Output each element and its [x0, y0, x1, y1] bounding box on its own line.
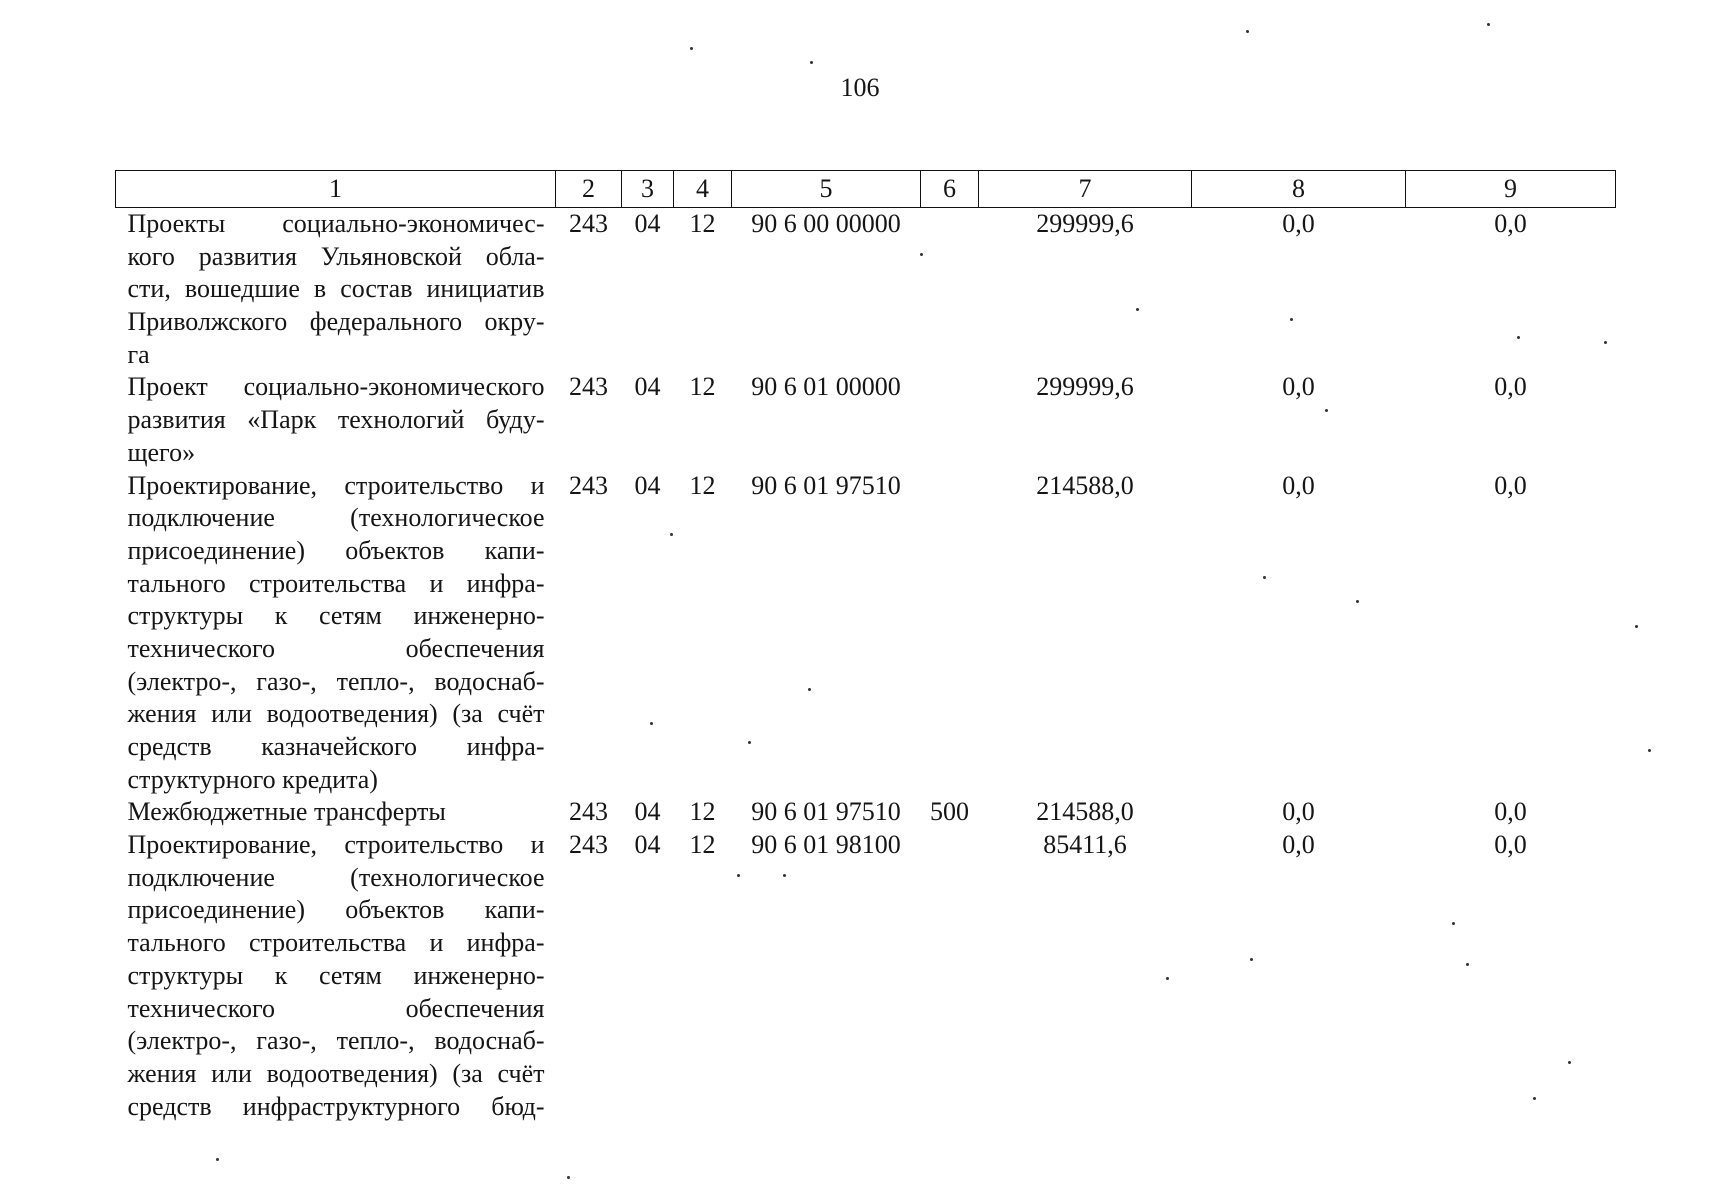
- column-header-3: 3: [622, 171, 674, 208]
- table-row: [116, 208, 1616, 372]
- col-6-cell: [921, 470, 979, 797]
- scan-speck: [808, 688, 811, 691]
- col-8-cell: 0,0: [1282, 470, 1315, 500]
- scan-speck: [1263, 576, 1266, 579]
- scan-speck: [748, 741, 751, 744]
- col-7-cell: 299999,6: [1036, 209, 1134, 238]
- col-2-cell: 243: [569, 372, 608, 402]
- scan-speck: [1648, 749, 1651, 752]
- row-title-line: жения или водоотведения) (за счёт: [127, 1058, 545, 1088]
- header-row: [116, 171, 1616, 208]
- col-5-cell: 90 6 00 00000: [751, 209, 901, 238]
- column-header-8: 8: [1192, 171, 1406, 208]
- row-title-line: Межбюджетные трансферты: [127, 797, 446, 827]
- column-header-9: 9: [1406, 171, 1616, 208]
- budget-table: [115, 170, 1616, 1123]
- col-4-cell: 12: [689, 470, 716, 500]
- scan-speck: [1325, 409, 1328, 412]
- table-row: [116, 470, 1616, 797]
- table-row: [116, 829, 1616, 1123]
- col-1-cell: [116, 829, 556, 1123]
- row-title: [128, 371, 545, 469]
- row-title-line: (электро-, газо-, тепло-, водоснаб-: [127, 666, 545, 696]
- col-4-cell: 12: [689, 797, 716, 827]
- scan-speck: [1635, 625, 1638, 628]
- row-title-line: развития «Парк технологий буду-: [127, 405, 545, 435]
- table-row: [116, 371, 1616, 469]
- col-9-cell: 0,0: [1494, 372, 1527, 402]
- col-4-cell: 12: [689, 372, 716, 402]
- col-6-cell: [921, 371, 979, 469]
- col-6-cell: [921, 208, 979, 372]
- row-title-line: структуры к сетям инженерно-: [127, 960, 545, 990]
- col-2-cell: 243: [569, 830, 608, 860]
- col-3-cell: 04: [634, 209, 661, 238]
- col-3-cell: 04: [634, 797, 661, 827]
- row-title-line: сти, вошедшие в состав инициатив: [127, 274, 545, 304]
- row-title-line: Проектирование, строительство и: [127, 470, 545, 500]
- col-2-cell: 243: [569, 209, 608, 238]
- scan-speck: [1604, 341, 1607, 344]
- scan-speck: [216, 1158, 219, 1161]
- col-7-cell: 85411,6: [1043, 830, 1127, 860]
- scan-speck: [920, 253, 923, 256]
- row-title-line: га: [127, 339, 150, 369]
- row-title-line: технического обеспечения: [127, 993, 545, 1023]
- scan-speck: [690, 47, 693, 50]
- col-8-cell: 0,0: [1282, 372, 1315, 402]
- col-1-cell: [116, 371, 556, 469]
- scan-speck: [1290, 318, 1293, 321]
- col-3-cell: 04: [634, 372, 661, 402]
- col-5-cell: 90 6 01 97510: [751, 470, 901, 500]
- row-title-line: Проектирование, строительство и: [127, 830, 545, 860]
- col-8-cell: 0,0: [1282, 797, 1315, 827]
- column-header-7: 7: [979, 171, 1192, 208]
- col-3-cell: 04: [634, 830, 661, 860]
- row-title-line: Проекты социально-экономичес-: [127, 209, 545, 238]
- scan-speck: [567, 1176, 570, 1179]
- scan-speck: [1356, 600, 1359, 603]
- scan-speck: [1487, 23, 1490, 26]
- table-row: [116, 796, 1616, 829]
- col-4-cell: 12: [689, 830, 716, 860]
- scan-speck: [1533, 1097, 1536, 1100]
- col-1-cell: [116, 796, 556, 829]
- row-title-line: кого развития Ульяновской обла-: [127, 241, 545, 271]
- row-title-line: технического обеспечения: [127, 633, 545, 663]
- row-title-line: присоединение) объектов капи-: [127, 895, 545, 925]
- row-title-line: подключение (технологическое: [127, 503, 545, 533]
- col-7-cell: 299999,6: [1036, 372, 1134, 402]
- row-title-line: средств инфраструктурного бюд-: [127, 1091, 545, 1121]
- col-9-cell: 0,0: [1494, 797, 1527, 827]
- col-5-cell: 90 6 01 98100: [751, 830, 901, 860]
- scan-speck: [1136, 308, 1139, 311]
- col-8-cell: 0,0: [1282, 830, 1315, 860]
- scan-speck: [783, 874, 786, 877]
- row-title-line: структуры к сетям инженерно-: [127, 601, 545, 631]
- col-9-cell: 0,0: [1494, 470, 1527, 500]
- scan-speck: [1246, 30, 1249, 33]
- scan-speck: [670, 533, 673, 536]
- column-header-4: 4: [674, 171, 732, 208]
- row-title-line: структурного кредита): [127, 764, 378, 794]
- row-title-line: (электро-, газо-, тепло-, водоснаб-: [127, 1026, 545, 1056]
- col-5-cell: 90 6 01 00000: [751, 372, 901, 402]
- row-title-line: присоединение) объектов капи-: [127, 535, 545, 565]
- column-header-6: 6: [921, 171, 979, 208]
- scan-speck: [1466, 963, 1469, 966]
- col-7-cell: 214588,0: [1036, 470, 1134, 500]
- scan-speck: [1250, 958, 1253, 961]
- col-4-cell: 12: [689, 209, 716, 238]
- col-7-cell: 214588,0: [1036, 797, 1134, 827]
- row-title-line: жения или водоотведения) (за счёт: [127, 699, 545, 729]
- col-9-cell: 0,0: [1494, 209, 1527, 238]
- col-3-cell: 04: [634, 470, 661, 500]
- row-title-line: подключение (технологическое: [127, 862, 545, 892]
- col-2-cell: 243: [569, 470, 608, 500]
- col-1-cell: [116, 208, 556, 372]
- scan-speck: [1517, 336, 1520, 339]
- col-2-cell: 243: [569, 797, 608, 827]
- row-title-line: средств казначейского инфра-: [127, 732, 545, 761]
- scan-speck: [737, 874, 740, 877]
- scan-speck: [1166, 977, 1169, 980]
- scan-speck: [1452, 922, 1455, 925]
- row-title: [128, 470, 545, 797]
- table-body: [116, 208, 1616, 1124]
- table-header: [116, 171, 1616, 208]
- row-title-line: тального строительства и инфра-: [127, 928, 545, 958]
- col-9-cell: 0,0: [1494, 830, 1527, 860]
- row-title: [128, 829, 545, 1123]
- scan-speck: [1568, 1061, 1571, 1064]
- col-5-cell: 90 6 01 97510: [751, 797, 901, 827]
- page-number: 106: [840, 73, 880, 102]
- row-title-line: Приволжского федерального окру-: [127, 307, 545, 337]
- col-6-cell: 500: [930, 797, 969, 827]
- col-8-cell: 0,0: [1282, 209, 1315, 238]
- column-header-2: 2: [556, 171, 622, 208]
- row-title-line: щего»: [127, 437, 196, 467]
- column-header-1: 1: [116, 171, 556, 208]
- column-header-5: 5: [732, 171, 921, 208]
- row-title-line: тального строительства и инфра-: [127, 568, 545, 598]
- scan-speck: [650, 722, 653, 725]
- col-6-cell: [921, 829, 979, 1123]
- col-1-cell: [116, 470, 556, 797]
- row-title: [128, 208, 545, 371]
- row-title-line: Проект социально-экономического: [127, 372, 545, 402]
- scan-speck: [810, 61, 813, 64]
- row-title: [128, 796, 545, 829]
